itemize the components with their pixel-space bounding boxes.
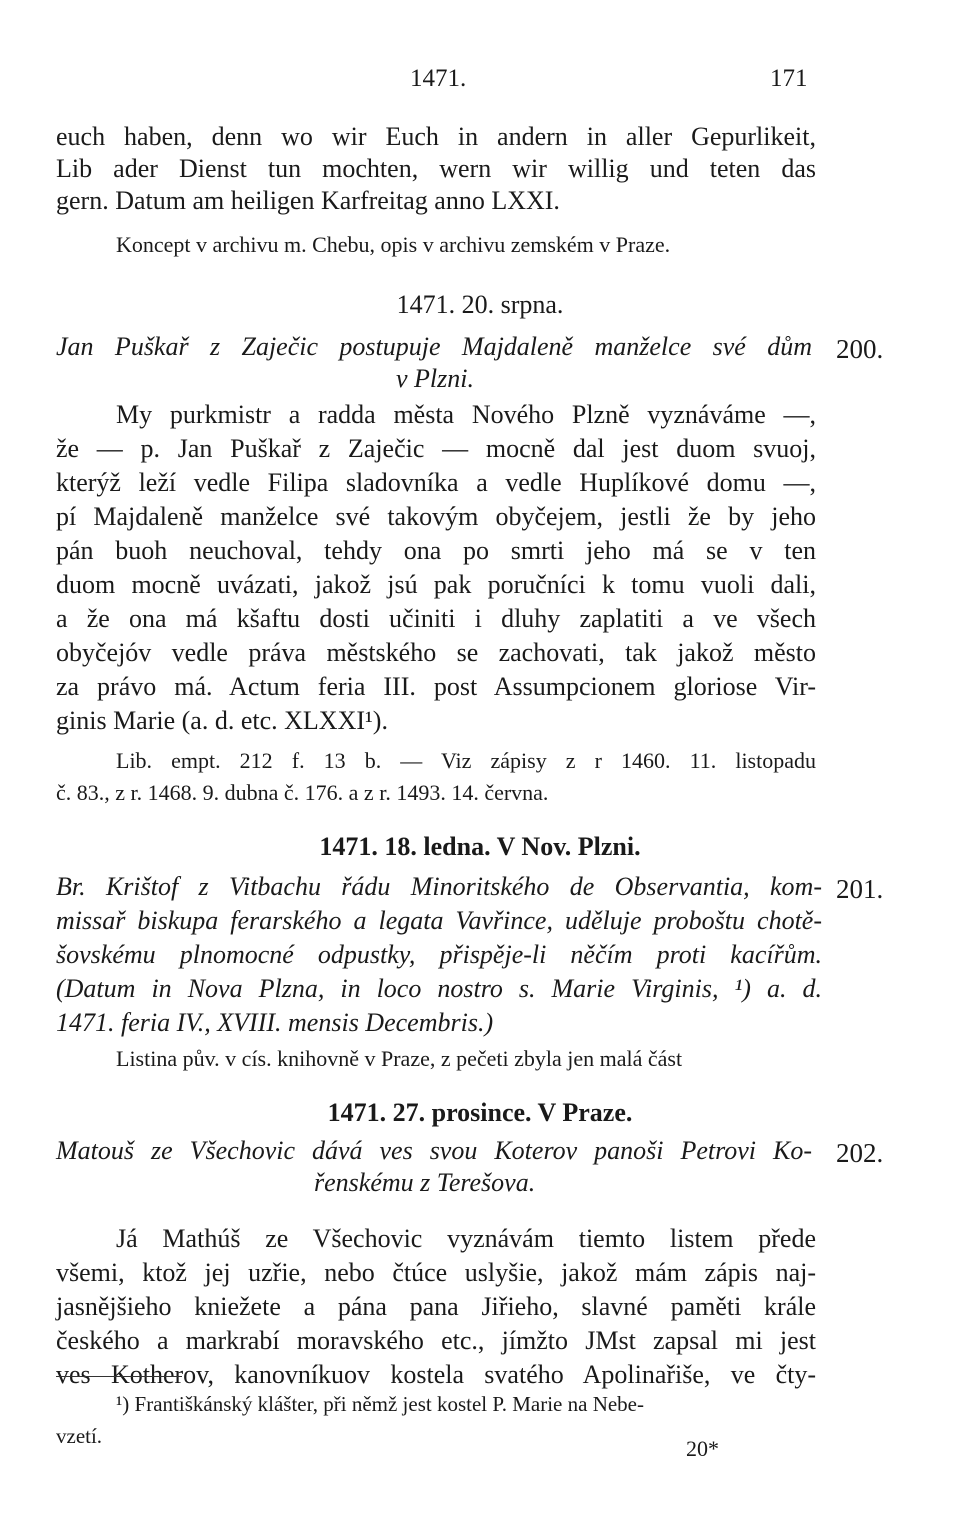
source-note: Koncept v archivu m. Chebu, opis v archivu zemském v Praze. <box>116 232 671 257</box>
entry-number: 202. <box>836 1138 884 1168</box>
text-line: Já Mathúš ze Všechovic vyznávám tiemto listem přede <box>116 1224 816 1253</box>
signature-mark: 20* <box>686 1436 719 1461</box>
running-head-year: 1471. <box>410 65 467 92</box>
entry-date-heading: 1471. 20. srpna. <box>396 290 564 319</box>
text-line: za právo má. Actum feria III. post Assumpcionem gloriose Vir- <box>56 672 816 701</box>
text-line: že — p. Jan Puškař z Zaječic — mocně dal jest duom svuoj, <box>56 434 816 463</box>
entry-number: 201. <box>836 874 884 904</box>
text-line: euch haben, denn wo wir Euch in andern in aller Gepurlikeit, <box>56 122 816 151</box>
entry-summary: v Plzni. <box>396 364 474 393</box>
text-line: gern. Datum am heiligen Karfreitag anno LXXI. <box>56 186 560 215</box>
text-line: My purkmistr a radda města Nového Plzně vyznáváme —, <box>116 400 816 429</box>
entry-summary: řenskému z Terešova. <box>314 1168 536 1197</box>
entry-date-heading: 1471. 27. prosince. V Praze. <box>327 1098 633 1127</box>
entry-summary: Matouš ze Všechovic dává ves svou Koterov panoši Petrovi Ko- <box>56 1136 812 1165</box>
text-line: jasnějšieho kniežete a pána pana Jiřieho, slavné paměti krále <box>56 1292 816 1321</box>
entry-date-heading: 1471. 18. ledna. V Nov. Plzni. <box>319 832 641 861</box>
text-line: pí Majdaleně manželce své takovým obyčejem, jestli že by jeho <box>56 502 816 531</box>
text-line: kterýž leží vedle Filipa sladovníka a vedle Huplíkové domu —, <box>56 468 816 497</box>
text-line: obyčejóv vedle práva městského se zachovati, tak jakož město <box>56 638 816 667</box>
text-line: pán buoh neuchoval, tehdy ona po smrti jeho má se v ten <box>56 536 816 565</box>
text-line: českého a markrabí moravského etc., jímžto JMst zapsal mi jest <box>56 1326 816 1355</box>
text-line: a že ona má kšaftu dosti učiniti i dluhy zaplatiti a ve všech <box>56 604 816 633</box>
text-line: ginis Marie (a. d. etc. XLXXI¹). <box>56 706 388 735</box>
text-line: duom mocně uvázati, jakož jsú pak poručníci k tomu vuoli dali, <box>56 570 816 599</box>
entry-number: 200. <box>836 334 884 364</box>
entry-summary: Br. Krištof z Vitbachu řádu Minoritského de Observantia, kom- <box>56 872 822 901</box>
footnote: vzetí. <box>56 1424 103 1448</box>
entry-summary: Jan Puškař z Zaječic postupuje Majdaleně manželce své dům <box>56 332 812 361</box>
source-note: č. 83., z r. 1468. 9. dubna č. 176. a z r. 1493. 14. června. <box>56 780 549 805</box>
footnote: ¹) Františkánský klášter, při němž jest kostel P. Marie na Nebe- <box>116 1392 644 1416</box>
page-number: 171 <box>770 65 808 92</box>
entry-summary: 1471. feria IV., XVIII. mensis Decembris.) <box>56 1008 494 1037</box>
text-line: ves Kotherov, kanovníkuov kostela svatého Apolinařiše, ve čty- <box>56 1360 816 1389</box>
text-line: Lib ader Dienst tun mochten, wern wir willig und teten das <box>56 154 816 183</box>
footnote-divider <box>56 1376 182 1377</box>
entry-summary: missař biskupa ferarského a legata Vavřince, uděluje proboštu chotě- <box>56 906 822 935</box>
source-note: Lib. empt. 212 f. 13 b. — Viz zápisy z r 1460. 11. listopadu <box>116 748 816 773</box>
source-note: Listina pův. v cís. knihovně v Praze, z pečeti zbyla jen malá část <box>116 1046 683 1071</box>
text-line: všemi, ktož jej uzřie, nebo čtúce uslyšie, jakož mám zápis naj- <box>56 1258 816 1287</box>
entry-summary: (Datum in Nova Plzna, in loco nostro s. Marie Virginis, ¹) a. d. <box>56 974 822 1003</box>
entry-summary: šovskému plnomocné odpustky, přispěje-li něčím proti kacířům. <box>56 940 822 969</box>
